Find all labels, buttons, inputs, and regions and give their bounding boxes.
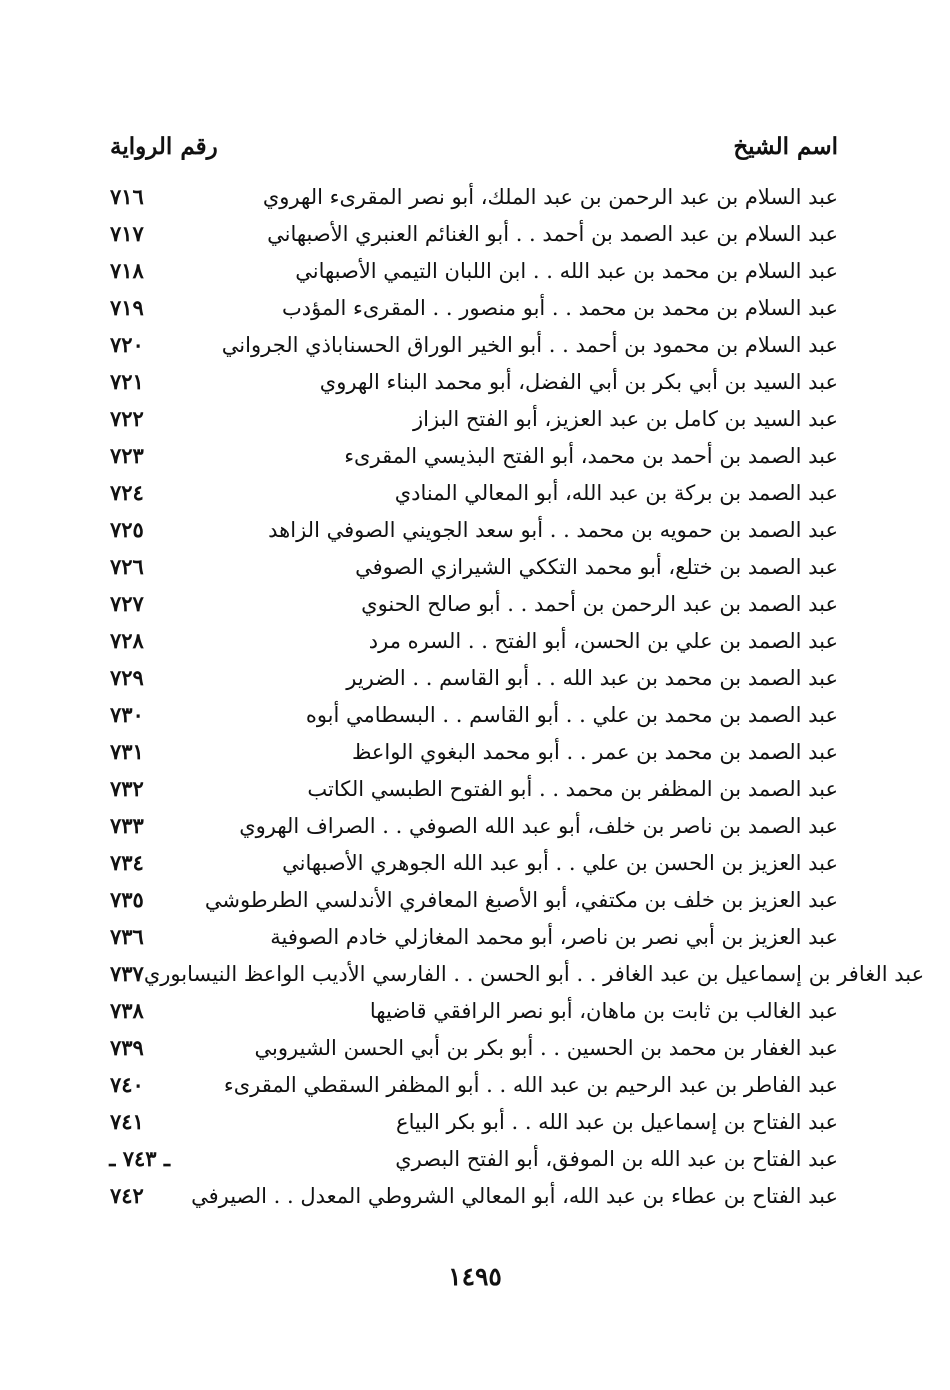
number-column-label: رقم الرواية [110, 132, 218, 160]
narration-number: ٧٢٧ [110, 591, 144, 616]
sheikh-name: عبد الغافر بن إسماعيل بن عبد الغافر . . أبو الحسن . . الفارسي الأديب الواعظ النيسابوري [143, 961, 925, 986]
narration-number: ٧٤١ [110, 1109, 144, 1134]
sheikh-name: عبد الفتاح بن إسماعيل بن عبد الله . . أبو بكر البياع [396, 1109, 838, 1134]
list-item [110, 881, 838, 918]
list-item [110, 1177, 838, 1214]
narration-number: ٧٤٢ [110, 1183, 144, 1208]
sheikh-name: عبد العزيز بن خلف بن مكتفي، أبو الأصبغ المعافري الأندلسي الطرطوشي [204, 887, 838, 912]
narration-number: ٧٣١ [110, 739, 144, 764]
sheikh-name: عبد السلام بن محمد بن عبد الله . . ابن اللبان التيمي الأصبهاني [295, 258, 838, 283]
list-item [110, 770, 838, 807]
narration-number: ٧١٨ [110, 258, 144, 283]
list-item [110, 252, 838, 289]
sheikh-name: عبد السلام بن عبد الصمد بن أحمد . . أبو الغنائم العنبري الأصبهاني [267, 221, 838, 246]
sheikh-name: عبد الصمد بن أحمد بن محمد، أبو الفتح البذيسي المقرىء [344, 443, 838, 468]
list-item [110, 1029, 838, 1066]
narration-number: ٧٢٩ [110, 665, 144, 690]
sheikh-name: عبد الفتاح بن عطاء بن عبد الله، أبو المعالي الشروطي المعدل . . الصيرفي [191, 1183, 838, 1208]
list-item [110, 696, 838, 733]
sheikh-name: عبد الصمد بن محمد بن عمر . . أبو محمد البغوي الواعظ [351, 739, 838, 764]
list-item [110, 215, 838, 252]
list-item [110, 918, 838, 955]
list-item [110, 807, 838, 844]
narration-number: ـ ٧٤٣ ـ [109, 1146, 170, 1171]
narration-number: ٧٣٤ [110, 850, 144, 875]
list-item [110, 992, 838, 1029]
sheikh-name: عبد الغالب بن ثابت بن ماهان، أبو نصر الرافقي قاضيها [369, 998, 838, 1023]
narration-number: ٧٢٨ [110, 628, 144, 653]
sheikh-name: عبد الصمد بن محمد بن عبد الله . . أبو القاسم . . الضرير [346, 665, 838, 690]
narration-number: ٧١٩ [110, 295, 144, 320]
sheikh-name: عبد السيد بن كامل بن عبد العزيز، أبو الفتح البزاز [413, 406, 838, 431]
narration-number: ٧٤٠ [110, 1072, 144, 1097]
name-column-label: اسم الشيخ [733, 132, 838, 160]
sheikh-name: عبد الصمد بن ختلع، أبو محمد التككي الشيرازي الصوفي [355, 554, 838, 579]
page-number: ١٤٩٥ [448, 1262, 502, 1291]
list-item [110, 511, 838, 548]
list-item [110, 474, 838, 511]
narration-number: ٧٢٢ [110, 406, 144, 431]
narration-number: ٧٣٠ [110, 702, 144, 727]
sheikh-name: عبد السلام بن محمد بن محمد . . أبو منصور . . المقرىء المؤدب [281, 295, 838, 320]
sheikh-name: عبد الصمد بن علي بن الحسن، أبو الفتح . . السره مرد [368, 628, 838, 653]
sheikh-name: عبد العزيز بن أبي نصر بن ناصر، أبو محمد المغازلي خادم الصوفية [270, 924, 838, 949]
narration-number: ٧٣٦ [110, 924, 144, 949]
narration-number: ٧٢٥ [110, 517, 144, 542]
sheikh-name: عبد الصمد بن ناصر بن خلف، أبو عبد الله الصوفي . . الصراف الهروي [239, 813, 838, 838]
list-item [110, 400, 838, 437]
narration-number: ٧١٧ [110, 221, 144, 246]
sheikh-name: عبد العزيز بن الحسن بن علي . . أبو عبد الله الجوهري الأصبهاني [282, 850, 838, 875]
narration-number: ٧٣٢ [110, 776, 144, 801]
narration-number: ٧٢٤ [110, 480, 144, 505]
narration-number: ٧٢٠ [110, 332, 144, 357]
column-header [110, 128, 838, 164]
list-item [110, 1103, 838, 1140]
sheikh-name: عبد الصمد بن محمد بن علي . . أبو القاسم . . البسطامي أبوه [305, 702, 838, 727]
list-item [110, 326, 838, 363]
narration-number: ٧٣٩ [110, 1035, 144, 1060]
sheikh-name: عبد الصمد بن بركة بن عبد الله، أبو المعالي المنادي [394, 480, 838, 505]
list-item [110, 844, 838, 881]
narration-number: ٧٢٣ [110, 443, 144, 468]
list-item [110, 289, 838, 326]
list-item [110, 363, 838, 400]
list-item [110, 955, 925, 992]
sheikh-name: عبد الفتاح بن عبد الله بن الموفق، أبو الفتح البصري [395, 1146, 838, 1171]
list-item [110, 1066, 838, 1103]
narration-number: ٧٢٦ [110, 554, 144, 579]
sheikh-name: عبد الصمد بن المظفر بن محمد . . أبو الفتوح الطبسي الكاتب [307, 776, 838, 801]
list-item [110, 585, 838, 622]
narration-number: ٧١٦ [110, 184, 144, 209]
entry-list [109, 178, 925, 1214]
list-item [110, 1140, 838, 1177]
list-item [110, 733, 838, 770]
list-item [110, 659, 838, 696]
sheikh-name: عبد السلام بن محمود بن أحمد . . أبو الخير الوراق الحسناباذي الجرواني [221, 332, 838, 357]
narration-number: ٧٣٨ [110, 998, 144, 1023]
sheikh-name: عبد الغفار بن محمد بن الحسين . . أبو بكر بن أبي الحسن الشيروبي [254, 1035, 838, 1060]
narration-number: ٧٣٣ [110, 813, 144, 838]
list-item [110, 437, 838, 474]
list-item [110, 178, 838, 215]
sheikh-name: عبد السلام بن عبد الرحمن بن عبد الملك، أبو نصر المقرىء الهروي [262, 184, 838, 209]
narration-number: ٧٣٥ [110, 887, 144, 912]
sheikh-name: عبد السيد بن أبي بكر بن أبي الفضل، أبو محمد البناء الهروي [319, 369, 838, 394]
list-item [110, 622, 838, 659]
sheikh-name: عبد الصمد بن عبد الرحمن بن أحمد . . أبو صالح الحنوي [361, 591, 838, 616]
list-item [110, 548, 838, 585]
narration-number: ٧٢١ [110, 369, 144, 394]
sheikh-name: عبد الفاطر بن عبد الرحيم بن عبد الله . . أبو المظفر السقطي المقرىء [223, 1072, 838, 1097]
narration-number: ٧٣٧ [110, 961, 144, 986]
sheikh-name: عبد الصمد بن حمويه بن محمد . . أبو سعد الجويني الصوفي الزاهد [268, 517, 838, 542]
